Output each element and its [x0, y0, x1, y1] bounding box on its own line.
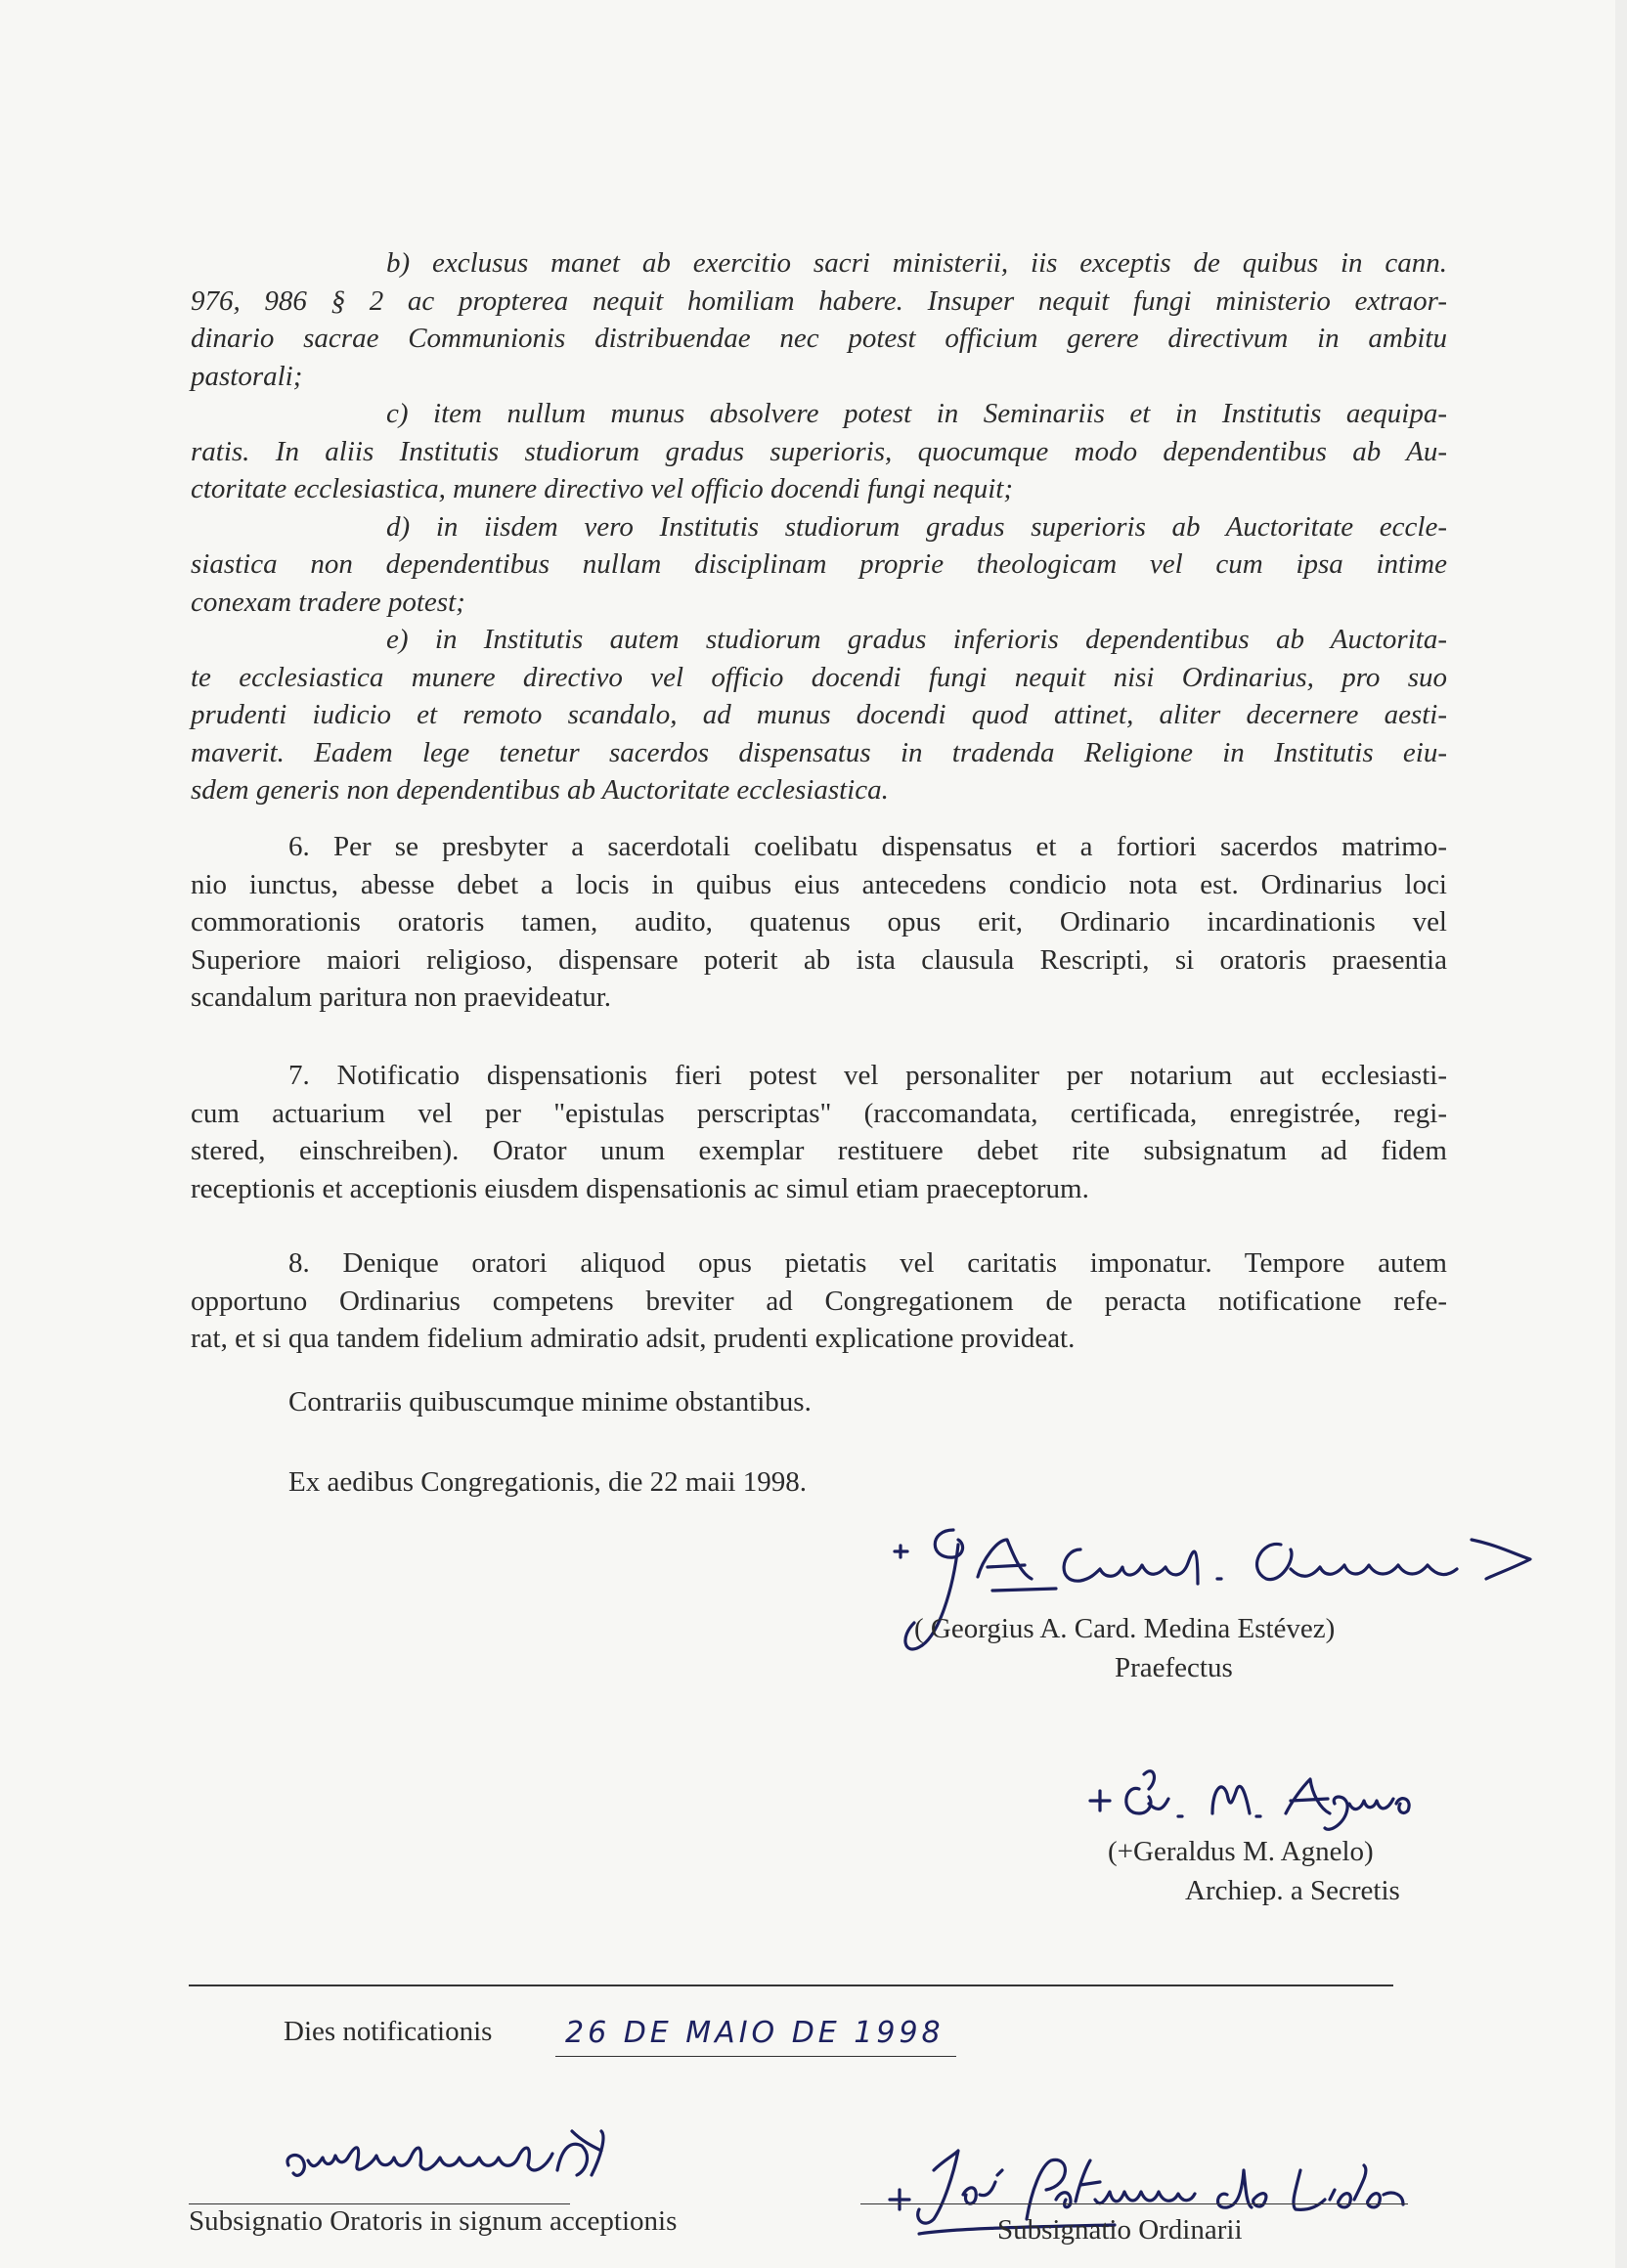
paragraph-line: Superiore maiori religioso, dispensare poterit ab ista clausula Rescripti, si oratoris praesentia: [191, 943, 1447, 976]
paragraph-line: 7. Notificatio dispensationis fieri potest vel personaliter per notarium aut ecclesiasti-: [288, 1060, 1447, 1091]
separator-line: [189, 1984, 1393, 1986]
prefect-name: ( Georgius A. Card. Medina Estévez): [914, 1613, 1336, 1644]
clause-e-line: maverit. Eadem lege tenetur sacerdos dispensatus in tradenda Religione in Institutis eiu-: [191, 736, 1447, 768]
clauses-block: [191, 244, 1447, 809]
ordinary-signature-line: [860, 2203, 1408, 2204]
prefect-title: Praefectus: [1115, 1652, 1233, 1683]
paragraph-line: 8. Denique oratori aliquod opus pietatis vel caritatis imponatur. Tempore autem: [288, 1247, 1447, 1279]
secretary-signature: [1085, 1760, 1447, 1848]
clause-d-line: d) in iisdem vero Institutis studiorum gradus superioris ab Auctoritate eccle-: [386, 510, 1447, 543]
clause-e-line: sdem generis non dependentibus ab Auctoritate ecclesiastica.: [191, 774, 889, 806]
clause-c-line: ctoritate ecclesiastica, munere directivo vel officio docendi fungi nequit;: [191, 473, 1014, 504]
clause-b-line: dinario sacrae Communionis distribuendae nec potest officium gerere directivum in ambitu: [191, 323, 1447, 354]
notification-label: Dies notificationis: [284, 2016, 493, 2047]
paragraph-6: [191, 828, 1447, 1017]
clause-b-line: pastorali;: [191, 360, 303, 392]
paragraph-line: opportuno Ordinarius competens breviter ad Congregationem de peracta notificatione refe-: [191, 1285, 1447, 1317]
ordinary-caption: Subsignatio Ordinarii: [997, 2214, 1243, 2246]
date-line: Ex aedibus Congregationis, die 22 maii 1998.: [288, 1466, 807, 1498]
paragraph-7: [191, 1057, 1447, 1207]
paragraph-line: 6. Per se presbyter a sacerdotali coelibatu dispensatus et a fortiori sacerdos matrimo-: [288, 831, 1447, 862]
clause-e-line: prudenti iudicio et remoto scandalo, ad munus docendi quod attinet, aliter decernere aesti-: [191, 699, 1447, 730]
orator-signature: [279, 2126, 689, 2214]
paragraph-line: nio iunctus, abesse debet a locis in quibus eius antecedens condicio nota est. Ordinarius loci: [191, 868, 1447, 900]
clause-e-line: te ecclesiastica munere directivo vel officio docendi fungi nequit nisi Ordinarius, pro suo: [191, 661, 1447, 693]
paragraph-line: stered, einschreiben). Orator unum exemplar restituere debet rite subsignatum ad fidem: [191, 1135, 1447, 1166]
paragraph-line: cum actuarium vel per "epistulas perscriptas" (raccomandata, certificada, enregistrée, regi-: [191, 1097, 1447, 1129]
orator-caption: Subsignatio Oratoris in signum acceptionis: [189, 2205, 678, 2237]
orator-signature-line: [189, 2203, 570, 2204]
secretary-name: (+Geraldus M. Agnelo): [1108, 1836, 1374, 1867]
paragraph-line: rat, et si qua tandem fidelium admiratio adsit, prudenti explicatione provideat.: [191, 1323, 1076, 1354]
notification-handwritten-date: 26 DE MAIO DE 1998: [565, 2016, 945, 2050]
clause-c-line: c) item nullum munus absolvere potest in Seminariis et in Institutis aequipa-: [386, 398, 1447, 429]
paragraph-8: [191, 1244, 1447, 1358]
clause-d-line: siastica non dependentibus nullam disciplinam proprie theologicam vel cum ipsa intime: [191, 548, 1447, 580]
paragraph-line: scandalum paritura non praevideatur.: [191, 981, 612, 1013]
date-underline: [555, 2056, 956, 2057]
secretary-title: Archiep. a Secretis: [1185, 1875, 1400, 1906]
clause-b-line: 976, 986 § 2 ac propterea nequit homiliam habere. Insuper nequit fungi ministerio extraor-: [191, 284, 1447, 317]
paragraph-line: commorationis oratoris tamen, audito, quatenus opus erit, Ordinario incardinationis vel: [191, 906, 1447, 938]
clause-d-line: conexam tradere potest;: [191, 586, 465, 618]
clause-c-line: ratis. In aliis Institutis studiorum gradus superioris, quocumque modo dependentibus ab Au-: [191, 435, 1447, 467]
closing-formula: Contrariis quibuscumque minime obstantibus.: [288, 1386, 812, 1418]
paragraph-line: receptionis et acceptionis eiusdem dispensationis ac simul etiam praeceptorum.: [191, 1172, 1089, 1204]
clause-b-line: b) exclusus manet ab exercitio sacri ministerii, iis exceptis de quibus in cann.: [386, 247, 1447, 279]
clause-e-line: e) in Institutis autem studiorum gradus inferioris dependentibus ab Auctorita-: [386, 624, 1447, 655]
